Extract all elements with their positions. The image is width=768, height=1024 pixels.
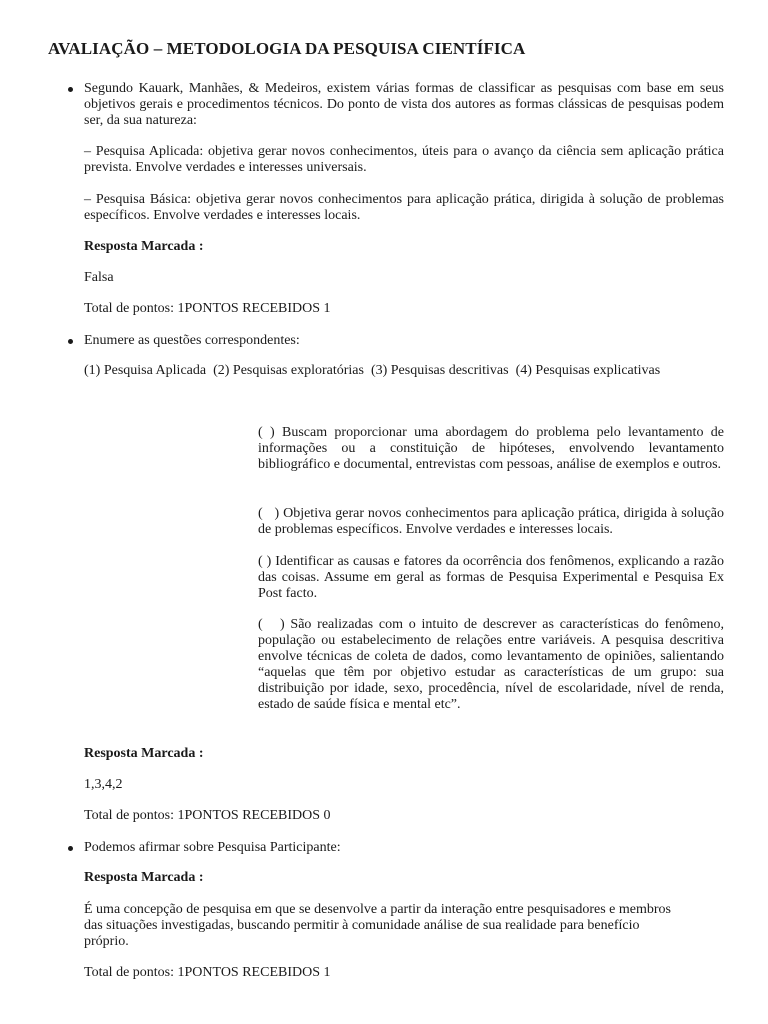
question-2-options: (1) Pesquisa Aplicada (2) Pesquisas exploratórias (3) Pesquisas descritivas (4) Pesquisas explicativas: [84, 363, 661, 378]
question-1-prompt: Segundo Kauark, Manhães, & Medeiros, existem várias formas de classificar as pesquisas com base em seus objetivos gerais e procedimentos técnicos. Do ponto de vista dos autores as formas clássicas de pesquisas podem ser, da sua natureza:: [84, 81, 724, 128]
question-2-item-4: ( ) São realizadas com o intuito de descrever as características do fenômeno, população ou estabelecimento de relações entre variáveis. A pesquisa descritiva envolve técnicas de coleta de dados, como levantamento de opiniões, salientando “aquelas que têm por objetivo estudar as características de um grupo: sua distribuição por idade, sexo, procedência, nível de escolaridade, nível de renda, estado de saúde física e mental etc”.: [258, 617, 728, 712]
question-3-answer-label: Resposta Marcada :: [84, 870, 204, 885]
question-2-prompt: Enumere as questões correspondentes:: [84, 333, 300, 348]
question-1-answer: Falsa: [84, 270, 114, 285]
question-1-statement-1: – Pesquisa Aplicada: objetiva gerar novos conhecimentos, úteis para o avanço da ciência sem aplicação prática prevista. Envolve verdades e interesses universais.: [84, 144, 724, 175]
question-3-answer: É uma concepção de pesquisa em que se desenvolve a partir da interação entre pesquisadores e membros das situações investigadas, buscando permitir à comunidade análise de sua realidade para benefício próprio.: [84, 902, 671, 949]
question-3-prompt: Podemos afirmar sobre Pesquisa Participante:: [84, 840, 341, 855]
question-3-score: Total de pontos: 1PONTOS RECEBIDOS 1: [84, 965, 331, 980]
question-2-score: Total de pontos: 1PONTOS RECEBIDOS 0: [84, 808, 331, 823]
question-2-answer: 1,3,4,2: [84, 777, 123, 792]
question-2-item-3: ( ) Identificar as causas e fatores da ocorrência dos fenômenos, explicando a razão das coisas. Assume em geral as formas de Pesquisa Experimental e Pesquisa Ex Post facto.: [258, 554, 724, 601]
question-1-statement-2: – Pesquisa Básica: objetiva gerar novos conhecimentos para aplicação prática, dirigida à solução de problemas específicos. Envolve verdades e interesses locais.: [84, 192, 724, 223]
question-2-item-1: ( ) Buscam proporcionar uma abordagem do problema pelo levantamento de informações ou a constituição de hipóteses, envolvendo levantamento bibliográfico e documental, entrevistas com pessoas, análise de exemplos e outros.: [258, 425, 724, 472]
page-title: AVALIAÇÃO – METODOLOGIA DA PESQUISA CIENTÍFICA: [48, 39, 526, 58]
question-1-answer-label: Resposta Marcada :: [84, 239, 204, 254]
question-2-answer-label: Resposta Marcada :: [84, 746, 204, 761]
question-1-score: Total de pontos: 1PONTOS RECEBIDOS 1: [84, 301, 331, 316]
question-2-item-2: ( ) Objetiva gerar novos conhecimentos para aplicação prática, dirigida à solução de problemas específicos. Envolve verdades e interesses locais.: [258, 506, 728, 537]
